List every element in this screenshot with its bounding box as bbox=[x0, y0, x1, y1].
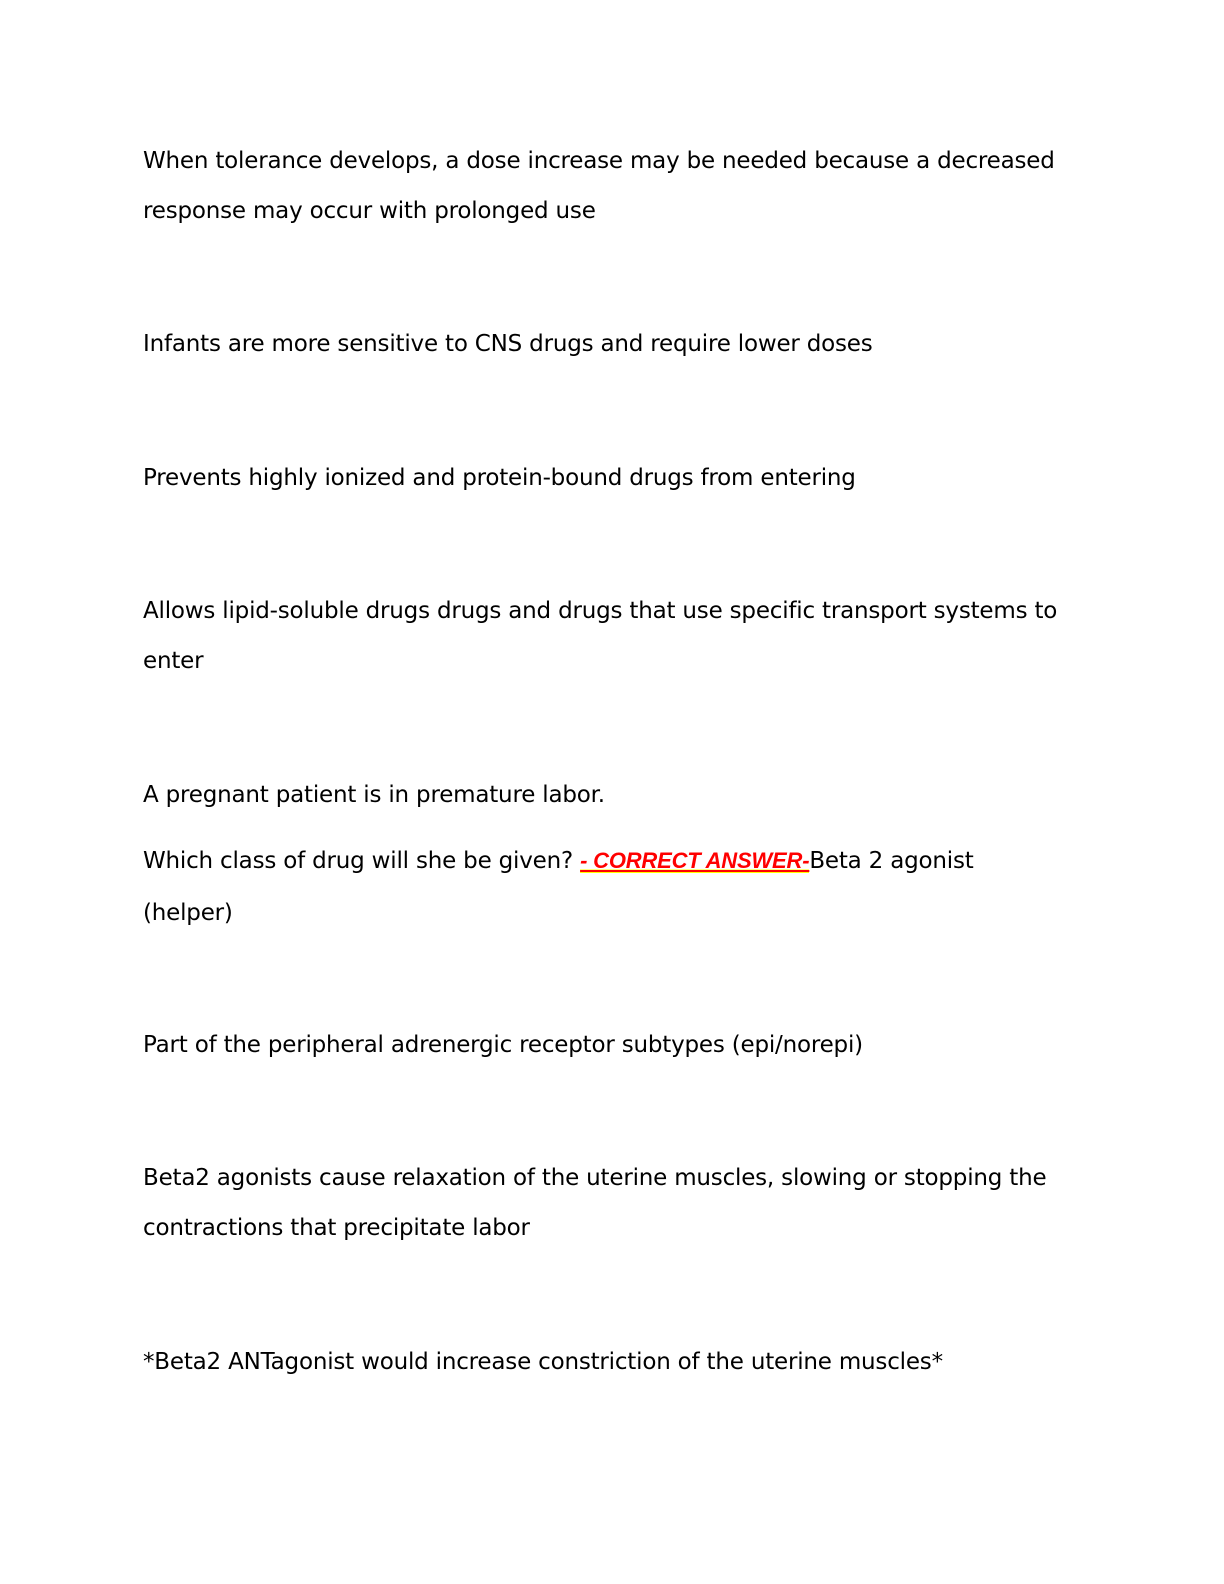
text-line: A pregnant patient is in premature labor. bbox=[143, 782, 605, 808]
text-line: Prevents highly ionized and protein-bound drugs from entering bbox=[143, 465, 856, 491]
answer-text: Beta 2 agonist bbox=[809, 848, 974, 874]
correct-answer-marker: - CORRECT ANSWER- bbox=[580, 848, 810, 873]
text-line: Beta2 agonists cause relaxation of the uterine muscles, slowing or stopping the bbox=[143, 1165, 1047, 1191]
text-line: *Beta2 ANTagonist would increase constriction of the uterine muscles* bbox=[143, 1349, 943, 1375]
question-line bbox=[143, 846, 974, 876]
text-line: contractions that precipitate labor bbox=[143, 1215, 530, 1241]
text-line: Part of the peripheral adrenergic receptor subtypes (epi/norepi) bbox=[143, 1032, 863, 1058]
text-line: Allows lipid-soluble drugs drugs and drugs that use specific transport systems to bbox=[143, 598, 1058, 624]
text-line: enter bbox=[143, 648, 204, 674]
answer-continuation: (helper) bbox=[143, 900, 233, 926]
text-line: response may occur with prolonged use bbox=[143, 198, 596, 224]
text-line: Infants are more sensitive to CNS drugs and require lower doses bbox=[143, 331, 873, 357]
question-prefix: Which class of drug will she be given? bbox=[143, 848, 581, 874]
text-line: When tolerance develops, a dose increase may be needed because a decreased bbox=[143, 148, 1055, 174]
